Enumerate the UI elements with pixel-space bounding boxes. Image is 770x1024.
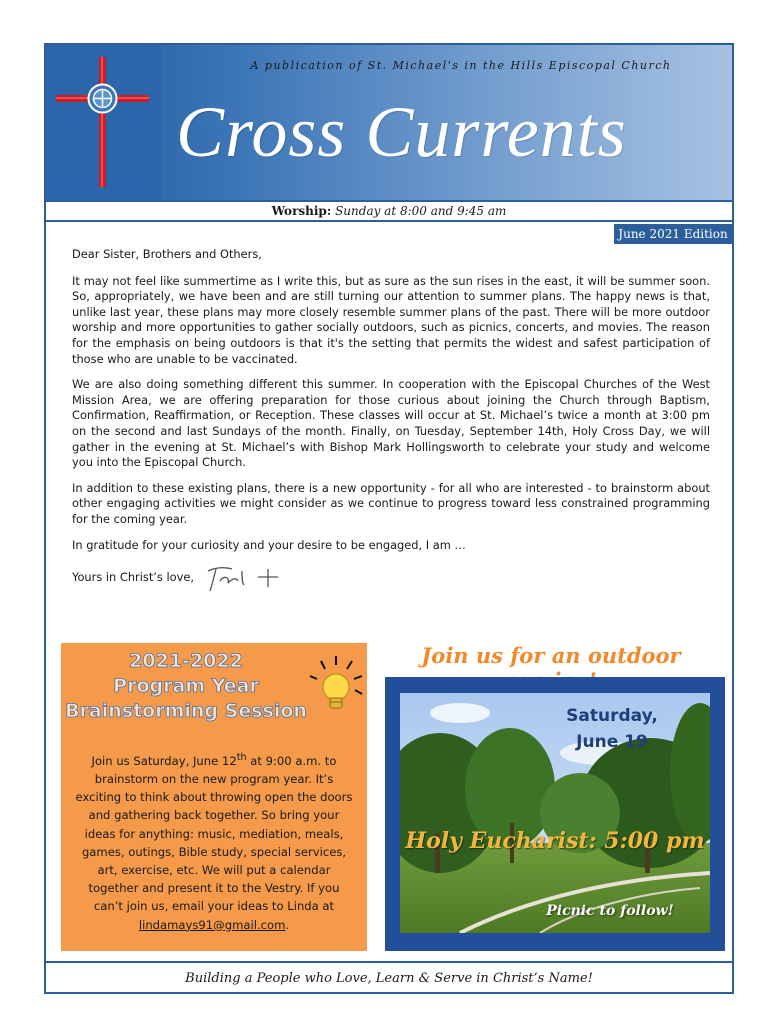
promo-heading-line: 2021-2022 <box>129 650 243 672</box>
service-time: Holy Eucharist: 5:00 pm <box>405 828 705 854</box>
promo-text: at 9:00 a.m. to brainstorm on the new program year. It’s exciting to think about throwing open the doors and gathering back together. So bring your ideas for anything: music, mediation, meals, games, outings, Bible study, special services, art, exercise, etc. We will put a calendar together and present it to the Vestry. If you can’t join us, email your ideas to Linda at <box>75 753 353 914</box>
worship-times: Sunday at 8:00 and 9:45 am <box>335 204 507 218</box>
park-photo <box>400 693 710 933</box>
newsletter-title: Cross Currents <box>176 92 627 172</box>
letter-paragraph: In addition to these existing plans, there is a new opportunity - for all who are interested - to brainstorm about other engaging activities we might consider as we continue to progress toward less constrained programming for the coming year. <box>72 480 710 526</box>
promo-superscript: th <box>236 752 247 763</box>
promo-text: Join us Saturday, June 12 <box>91 753 237 768</box>
promo-text: . <box>285 917 290 932</box>
event-date-line: Saturday, <box>566 706 658 726</box>
brainstorm-promo <box>61 643 367 951</box>
rector-letter <box>72 247 710 593</box>
closing-text: Yours in Christ’s love, <box>72 570 194 585</box>
event-photo-frame <box>385 677 725 951</box>
promo-body <box>75 749 353 934</box>
letter-greeting: Dear Sister, Brothers and Others, <box>72 247 262 261</box>
lightbulb-icon <box>309 655 363 721</box>
publication-tagline: A publication of St. Michael's in the Hills Episcopal Church <box>250 59 672 72</box>
edition-badge: June 2021 Edition <box>614 224 732 244</box>
masthead <box>46 45 732 200</box>
cross-logo-icon <box>46 45 162 200</box>
picnic-note: Picnic to follow! <box>546 903 674 919</box>
outdoor-service-heading: Join us for an outdoor <box>421 643 681 668</box>
church-logo <box>46 45 162 200</box>
worship-label: Worship: <box>271 204 332 218</box>
letter-paragraph: It may not feel like summertime as I write this, but as sure as the sun rises in the east, it will be summer soon. So, appropriately, we have been and are still turning our attention to summer plans. The happy news is that, unlike last year, these plans may more closely resemble summer plans of the past. There will be more outdoor worship and more opportunities to gather socially outdoors, such as picnics, concerts, and movies. The reason for the emphasis on being outdoors is that it's the setting that permits the widest and safest participation of those who are unable to be vaccinated. <box>72 273 710 366</box>
letter-closing <box>72 563 710 593</box>
signature-icon <box>202 563 282 593</box>
worship-times-bar <box>46 200 732 222</box>
promo-heading-line: Brainstorming Session <box>65 700 307 722</box>
promo-heading-line: Program Year <box>113 675 259 697</box>
letter-paragraph: We are also doing something different this summer. In cooperation with the Episcopal Churches of the West Mission Area, we are offering preparation for those curious about joining the Church through Baptism, Confirmation, Reaffirmation, or Reception. These classes will occur at St. Michael’s twice a month at 3:00 pm on the second and last Sundays of the month. Finally, on Tuesday, September 14th, Holy Cross Day, we will gather in the evening at St. Michael’s with Bishop Mark Hollingsworth to celebrate your study and welcome you into the Episcopal Church. <box>72 377 710 470</box>
event-date <box>522 703 702 755</box>
newsletter-page <box>44 43 734 994</box>
email-link[interactable]: lindamays91@gmail.com <box>138 917 286 932</box>
event-date-line: June 19 <box>576 732 648 752</box>
footer-motto: Building a People who Love, Learn & Serve in Christ’s Name! <box>46 961 732 994</box>
promo-heading <box>61 649 311 724</box>
letter-paragraph: In gratitude for your curiosity and your desire to be engaged, I am … <box>72 537 466 552</box>
